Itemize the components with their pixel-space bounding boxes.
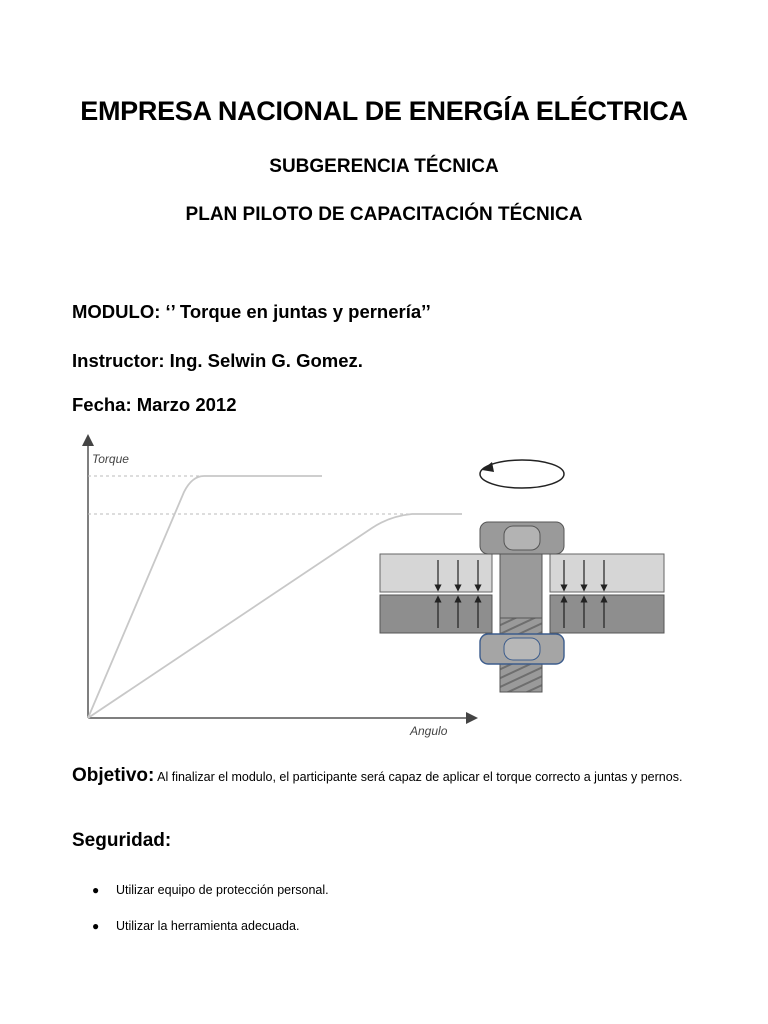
bolt-joint-illustration (380, 522, 664, 692)
steep-torque-curve (88, 476, 322, 718)
nut-face (504, 638, 540, 660)
module-field: MODULO: ‘’ Torque en juntas y pernería’’ (72, 301, 431, 322)
lower-plate-left (380, 595, 492, 633)
rotation-arrow-icon (480, 460, 564, 488)
instructor-field: Instructor: Ing. Selwin G. Gomez. (72, 350, 363, 371)
torque-angle-figure (72, 432, 672, 742)
x-axis-label: Angulo (410, 724, 448, 738)
document-title: EMPRESA NACIONAL DE ENERGÍA ELÉCTRICA (80, 96, 688, 126)
bullet-icon: ● (92, 919, 100, 933)
objective-paragraph (72, 762, 702, 791)
upper-plate-right (550, 554, 664, 592)
bolt-head-face (504, 526, 540, 550)
lower-plate-right (550, 595, 664, 633)
safety-list (92, 872, 329, 944)
objective-text: Al finalizar el modulo, el participante será capaz de aplicar el torque correcto a juntas y pernos. (157, 770, 683, 784)
safety-item-text: Utilizar equipo de protección personal. (116, 883, 329, 897)
list-item (92, 908, 329, 944)
list-item (92, 872, 329, 908)
program-title: PLAN PILOTO DE CAPACITACIÓN TÉCNICA (185, 204, 583, 225)
y-axis-label: Torque (92, 452, 129, 466)
objective-label: Objetivo: (72, 765, 155, 786)
bullet-icon: ● (92, 883, 100, 897)
safety-item-text: Utilizar la herramienta adecuada. (116, 919, 300, 933)
safety-heading: Seguridad: (72, 830, 172, 851)
date-field: Fecha: Marzo 2012 (72, 394, 237, 415)
rotation-arrowhead-icon (482, 462, 494, 472)
upper-plate-left (380, 554, 492, 592)
document-subtitle: SUBGERENCIA TÉCNICA (269, 156, 499, 177)
